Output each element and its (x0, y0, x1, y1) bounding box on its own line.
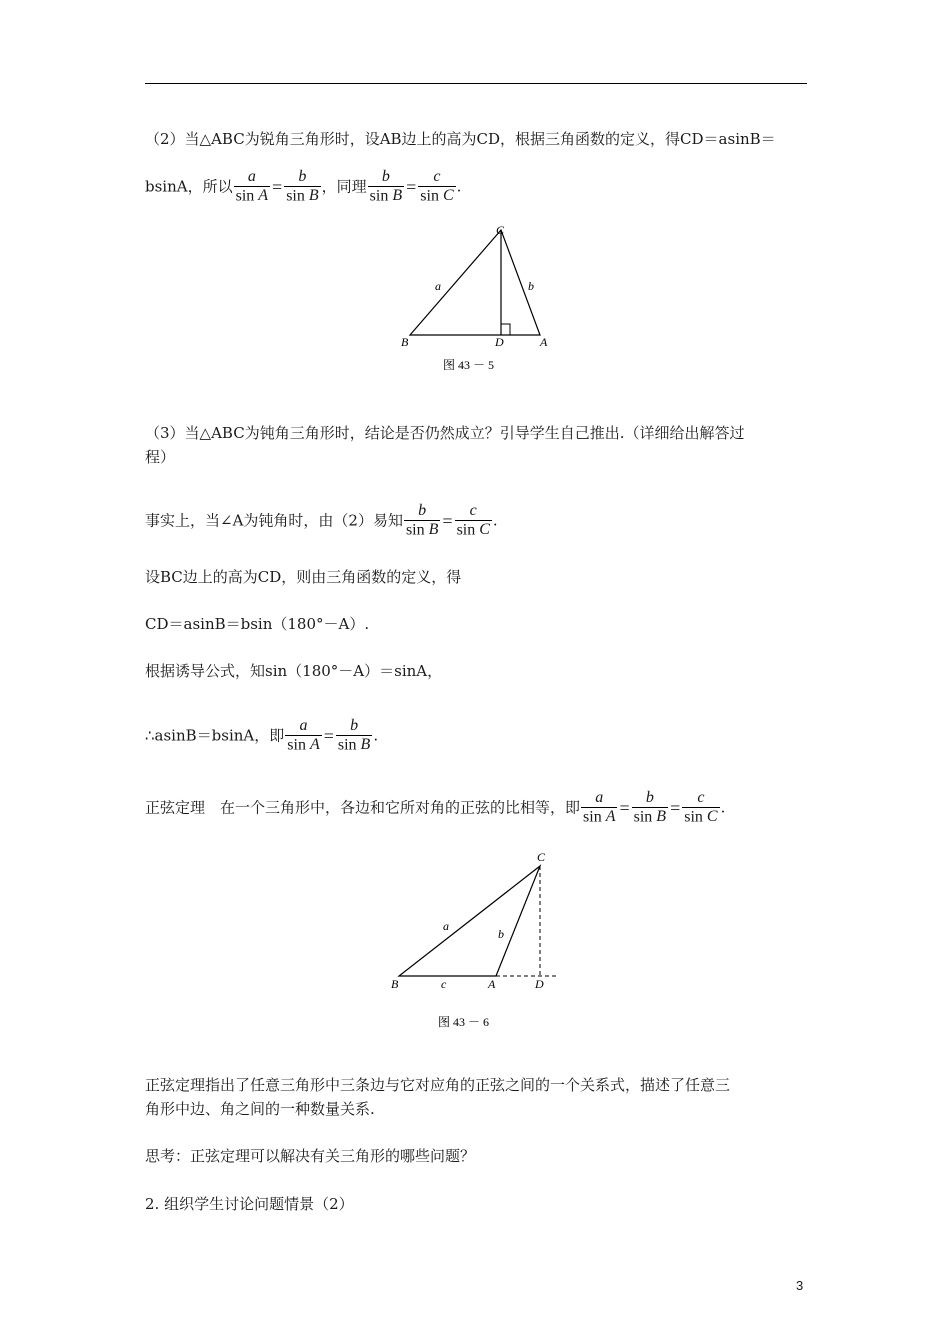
right-angle-marker (501, 324, 510, 335)
para3-line2 (145, 446, 175, 467)
summary-line2-text: 角形中边、角之间的一种数量关系. (145, 1100, 375, 1118)
summary-line2 (145, 1098, 375, 1119)
side-label-a: a (435, 279, 441, 293)
page-number: 3 (796, 1278, 804, 1293)
summary-line1 (145, 1074, 730, 1095)
label-d: D (535, 977, 544, 991)
label-b: B (391, 977, 399, 991)
think-line (145, 1145, 475, 1166)
induction-line (145, 660, 442, 681)
fraction-c-over-sinC: $\frac{c}{\text{sin C}}$ (684, 789, 718, 826)
label-c: C (537, 850, 546, 864)
para2-line2-mid: ，同理 (321, 177, 367, 196)
section2-text: 2. 组织学生讨论问题情景（2） (145, 1195, 354, 1213)
period: . (456, 177, 462, 196)
fraction-a-over-sinA: $\frac{a}{\text{sin A}}$ (583, 789, 616, 826)
figure-obtuse-triangle (385, 846, 570, 1036)
equals-sign: = (442, 510, 453, 531)
para3-line1-text: （3）当△ABC为钝角三角形时，结论是否仍然成立？引导学生自己推出.（详细给出解答过 (145, 424, 745, 442)
section2-heading (145, 1193, 354, 1214)
side-label-b: b (528, 279, 534, 293)
fraction-b-over-sinB: $\frac{b}{\text{sin B}}$ (337, 717, 371, 754)
equals-sign: = (323, 725, 334, 746)
therefore-prefix: ∴asinB＝bsinA，即 (145, 726, 285, 745)
equals-sign: = (272, 176, 283, 197)
para3-line1 (145, 422, 744, 443)
induction-line-text: 根据诱导公式，知sin（180°－A）＝sinA， (145, 662, 443, 680)
label-c: C (496, 223, 505, 237)
fraction-a-over-sinA: $\frac{a}{\text{sin A}}$ (287, 717, 320, 754)
para2-line2 (145, 168, 461, 205)
side-label-c: c (441, 977, 447, 991)
therefore-line (145, 717, 378, 754)
para2-line1 (145, 128, 776, 149)
label-b: B (401, 335, 409, 349)
para3-line2-text: 程） (145, 448, 176, 466)
equals-sign: = (619, 797, 630, 818)
fraction-b-over-sinB: $\frac{b}{\text{sin B}}$ (633, 789, 667, 826)
header-rule (145, 83, 807, 84)
side-label-a: a (443, 919, 449, 933)
fraction-c-over-sinC: $\frac{c}{\text{sin C}}$ (456, 502, 490, 539)
figure-caption: 图 43 － 6 (438, 1015, 490, 1029)
cd-line (145, 613, 369, 634)
theorem-prefix: 正弦定理 在一个三角形中，各边和它所对角的正弦的比相等，即 (145, 798, 581, 817)
para2-line1-text: （2）当△ABC为锐角三角形时，设AB边上的高为CD，根据三角函数的定义，得CD＝asinB＝ (145, 130, 776, 148)
fraction-c-over-sinC: $\frac{c}{\text{sin C}}$ (420, 168, 454, 205)
period: . (492, 511, 498, 530)
figure-caption: 图 43 － 5 (443, 358, 495, 372)
equals-sign: = (670, 797, 681, 818)
figure-acute-triangle (395, 220, 565, 380)
label-a: A (488, 977, 496, 991)
side-label-b: b (498, 927, 504, 941)
triangle-abc (410, 230, 540, 335)
period: . (720, 798, 726, 817)
para2-line2-prefix: bsinA，所以 (145, 177, 233, 196)
period: . (373, 726, 379, 745)
triangle-abc (399, 866, 540, 976)
fact-prefix: 事实上，当∠A为钝角时，由（2）易知 (145, 511, 403, 530)
cd-line-text: CD＝asinB＝bsin（180°－A）. (145, 615, 370, 633)
label-a: A (540, 335, 548, 349)
fact-line (145, 502, 498, 539)
fraction-b-over-sinB: $\frac{b}{\text{sin B}}$ (405, 502, 439, 539)
fraction-b-over-sinB: $\frac{b}{\text{sin B}}$ (286, 168, 319, 205)
fraction-b-over-sinB: $\frac{b}{\text{sin B}}$ (369, 168, 403, 205)
summary-line1-text: 正弦定理指出了任意三角形中三条边与它对应角的正弦之间的一个关系式，描述了任意三 (145, 1076, 731, 1094)
fraction-a-over-sinA: $\frac{a}{\text{sin A}}$ (235, 168, 269, 205)
equals-sign: = (406, 176, 417, 197)
height-line-text: 设BC边上的高为CD，则由三角函数的定义，得 (145, 568, 462, 586)
height-line (145, 566, 461, 587)
think-text: 思考：正弦定理可以解决有关三角形的哪些问题？ (145, 1147, 476, 1165)
label-d: D (495, 335, 504, 349)
theorem-line (145, 789, 725, 826)
